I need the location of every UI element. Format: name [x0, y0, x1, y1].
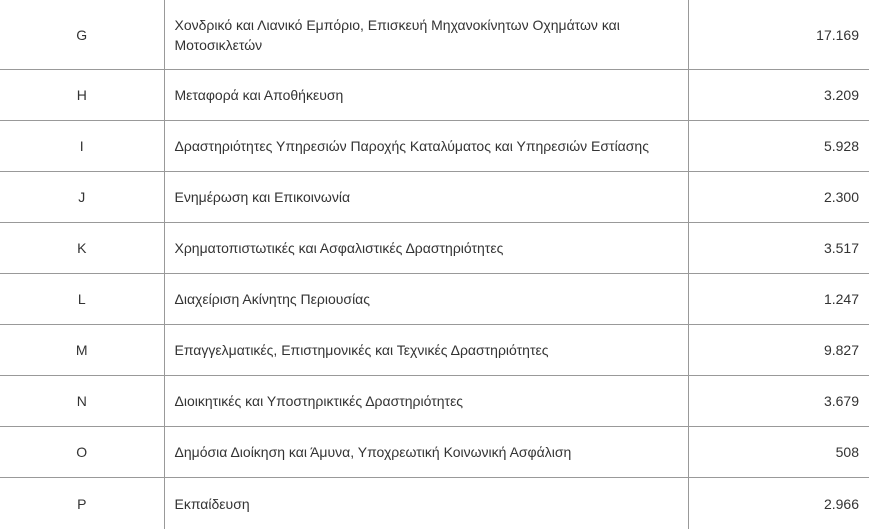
sector-code-cell: N	[0, 376, 164, 427]
table-row	[0, 172, 869, 223]
table-row	[0, 325, 869, 376]
sector-code-cell: L	[0, 274, 164, 325]
sector-code-cell: K	[0, 223, 164, 274]
sector-description-cell: Επαγγελματικές, Επιστημονικές και Τεχνικές Δραστηριότητες	[164, 325, 688, 376]
table-row	[0, 274, 869, 325]
sector-description-cell: Μεταφορά και Αποθήκευση	[164, 70, 688, 121]
sector-code-cell: H	[0, 70, 164, 121]
table-row	[0, 0, 869, 70]
table-row	[0, 121, 869, 172]
sector-value-cell: 17.169	[688, 0, 869, 70]
sector-description-cell: Δραστηριότητες Υπηρεσιών Παροχής Καταλύματος και Υπηρεσιών Εστίασης	[164, 121, 688, 172]
sector-value-cell: 1.247	[688, 274, 869, 325]
table-row	[0, 223, 869, 274]
sector-description-cell: Εκπαίδευση	[164, 478, 688, 530]
sector-value-cell: 3.517	[688, 223, 869, 274]
sector-description-cell: Χρηματοπιστωτικές και Ασφαλιστικές Δραστηριότητες	[164, 223, 688, 274]
sector-code-cell: P	[0, 478, 164, 530]
sector-value-cell: 2.966	[688, 478, 869, 530]
table-row	[0, 376, 869, 427]
sector-value-cell: 2.300	[688, 172, 869, 223]
table-row	[0, 70, 869, 121]
sector-value-cell: 3.209	[688, 70, 869, 121]
sector-value-cell: 3.679	[688, 376, 869, 427]
sector-description-cell: Ενημέρωση και Επικοινωνία	[164, 172, 688, 223]
table-row	[0, 427, 869, 478]
sector-description-cell: Διοικητικές και Υποστηρικτικές Δραστηριότητες	[164, 376, 688, 427]
sector-code-cell: O	[0, 427, 164, 478]
sector-code-cell: G	[0, 0, 164, 70]
sector-value-cell: 5.928	[688, 121, 869, 172]
sector-code-cell: J	[0, 172, 164, 223]
sector-value-cell: 9.827	[688, 325, 869, 376]
sector-description-cell: Δημόσια Διοίκηση και Άμυνα, Υποχρεωτική Κοινωνική Ασφάλιση	[164, 427, 688, 478]
sector-code-cell: I	[0, 121, 164, 172]
sector-description-cell: Διαχείριση Ακίνητης Περιουσίας	[164, 274, 688, 325]
sector-code-cell: M	[0, 325, 164, 376]
sector-value-cell: 508	[688, 427, 869, 478]
sector-description-cell: Χονδρικό και Λιανικό Εμπόριο, Επισκευή Μηχανοκίνητων Οχημάτων και Μοτοσικλετών	[164, 0, 688, 70]
table-row	[0, 478, 869, 530]
